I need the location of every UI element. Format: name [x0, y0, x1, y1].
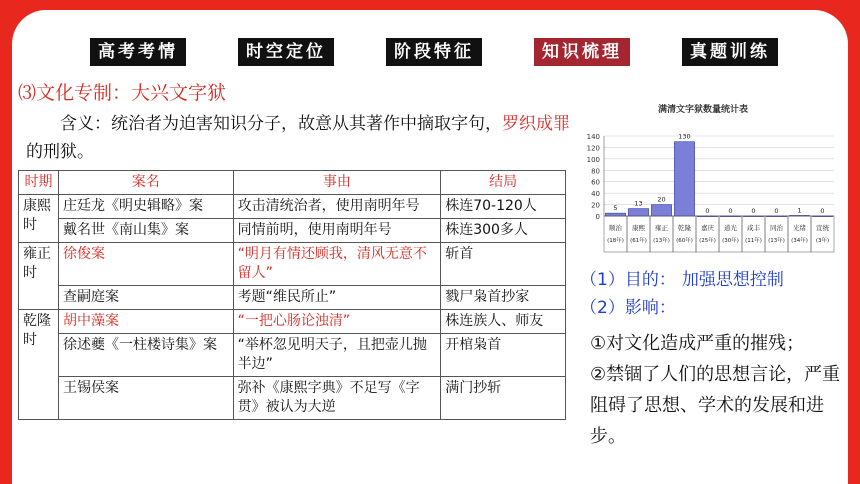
definition-suffix: 的刑狱。 [26, 142, 94, 162]
data-label: 5 [613, 204, 618, 213]
data-label: 0 [705, 207, 710, 215]
reason-cell: “一把心肠论浊清” [233, 310, 441, 334]
x-tick-sublabel: (3年) [815, 238, 830, 244]
x-tick-label: 顺治 [609, 224, 622, 232]
impact-item: ②禁锢了人们的思想言论，严重阻碍了思想、学术的发展和进步。 [590, 364, 841, 447]
x-tick-sublabel: (11年) [745, 238, 762, 244]
chart-title: 满清文字狱数量统计表 [657, 105, 749, 115]
category-cell [627, 216, 650, 252]
result-cell: 开棺枭首 [441, 334, 566, 377]
tab-exam-overview[interactable]: 高考考情 [90, 38, 186, 66]
x-tick-label: 宣统 [816, 224, 829, 232]
table-row [19, 243, 566, 286]
header-case: 案名 [58, 171, 233, 195]
impact-item: ①对文化造成严重的摧残； [590, 333, 805, 354]
category-cell [765, 216, 788, 252]
bar [605, 213, 625, 216]
header-result: 结局 [441, 171, 566, 195]
purpose-block [580, 266, 784, 322]
x-tick-label: 道光 [724, 224, 737, 232]
data-label: 13 [634, 199, 643, 208]
category-cell [604, 216, 627, 252]
impact-label: （2）影响： [580, 298, 676, 318]
reason-cell: 攻击清统治者，使用南明年号 [233, 195, 441, 219]
header-period: 时期 [19, 171, 59, 195]
data-label: 0 [774, 207, 779, 215]
category-cell [719, 216, 742, 252]
result-cell: 株连族人、师友 [441, 310, 566, 334]
tab-time-space[interactable]: 时空定位 [238, 38, 334, 66]
table-row [19, 334, 566, 377]
case-cell: 徐俊案 [58, 243, 233, 286]
impact-block [590, 328, 846, 452]
y-tick-label: 140 [586, 133, 600, 141]
case-cell: 戴名世《南山集》案 [58, 219, 233, 243]
table-header-row [19, 171, 566, 195]
category-cell [811, 216, 834, 252]
table-row [19, 219, 566, 243]
period-cell: 雍正时 [19, 243, 59, 310]
y-tick-label: 60 [591, 178, 600, 187]
bar [674, 142, 694, 216]
category-cell [673, 216, 696, 252]
purpose-text: 加强思想控制 [681, 270, 784, 290]
x-tick-sublabel: (13年) [768, 238, 785, 244]
slide [12, 10, 848, 484]
tab-exam-practice[interactable]: 真题训练 [682, 38, 778, 66]
x-tick-sublabel: (60年) [676, 238, 693, 244]
x-tick-sublabel: (30年) [722, 238, 739, 244]
definition-prefix: 含义：统治者为迫害知识分子，故意从其著作中摘取字句， [60, 114, 502, 134]
x-tick-sublabel: (34年) [791, 238, 808, 244]
period-cell: 乾隆时 [19, 310, 59, 420]
result-cell: 株连300多人 [441, 219, 566, 243]
purpose-label: （1）目的： [580, 270, 676, 290]
tab-knowledge[interactable]: 知识梳理 [534, 38, 630, 66]
section-number: ⑶ [18, 83, 36, 104]
literary-inquisition-chart [568, 90, 838, 260]
data-label: 1 [797, 206, 802, 215]
table-row [19, 377, 566, 420]
data-label: 130 [678, 132, 691, 141]
result-cell: 株连70-120人 [441, 195, 566, 219]
table-row [19, 195, 566, 219]
x-tick-label: 乾隆 [678, 224, 691, 232]
definition-highlight: 罗织成罪 [502, 114, 570, 134]
result-cell: 满门抄斩 [441, 377, 566, 420]
x-tick-label: 嘉庆 [701, 224, 714, 232]
y-tick-label: 40 [591, 190, 600, 199]
data-label: 20 [657, 195, 666, 204]
reason-cell: 弥补《康熙字典》不足写《字贯》被认为大逆 [233, 377, 441, 420]
y-tick-label: 20 [591, 201, 600, 210]
category-cell [696, 216, 719, 252]
reason-cell: “明月有情还顾我，清风无意不留人” [233, 243, 441, 286]
purpose-line [580, 266, 784, 294]
category-cell [788, 216, 811, 252]
data-label: 0 [820, 207, 825, 215]
category-cell [742, 216, 765, 252]
section-heading [18, 78, 226, 105]
bar [628, 209, 648, 216]
x-tick-label: 雍正 [655, 224, 668, 232]
result-cell: 戮尸枭首抄家 [441, 286, 566, 310]
bar [651, 205, 671, 216]
reason-cell: 考题“维民所止” [233, 286, 441, 310]
reason-cell: “举杯忽见明天子，且把壶儿抛半边” [233, 334, 441, 377]
x-tick-label: 同治 [770, 224, 783, 232]
case-cell: 庄廷龙《明史辑略》案 [58, 195, 233, 219]
data-label: 0 [728, 207, 733, 215]
x-tick-label: 咸丰 [747, 224, 760, 232]
table-row [19, 286, 566, 310]
section-title: 文化专制：大兴文字狱 [36, 82, 227, 104]
y-tick-label: 100 [586, 155, 600, 164]
period-cell: 康熙时 [19, 195, 59, 243]
y-tick-label: 80 [591, 167, 600, 176]
data-label: 0 [751, 207, 756, 215]
reason-cell: 同情前明，使用南明年号 [233, 219, 441, 243]
definition-text [26, 110, 576, 166]
case-cell: 徐述夔《一柱楼诗集》案 [58, 334, 233, 377]
x-tick-label: 康熙 [632, 224, 645, 232]
case-cell: 王锡侯案 [58, 377, 233, 420]
tab-stage-features[interactable]: 阶段特征 [386, 38, 482, 66]
cases-table [18, 170, 566, 420]
x-tick-sublabel: (25年) [699, 238, 716, 244]
x-tick-sublabel: (18年) [607, 238, 624, 244]
case-cell: 查嗣庭案 [58, 286, 233, 310]
x-tick-sublabel: (61年) [630, 238, 647, 244]
x-tick-label: 光绪 [793, 224, 806, 232]
case-cell: 胡中藻案 [58, 310, 233, 334]
y-tick-label: 0 [595, 213, 600, 221]
nav-tabs [90, 38, 782, 66]
x-tick-sublabel: (13年) [653, 238, 670, 244]
category-cell [650, 216, 673, 252]
y-tick-label: 120 [586, 144, 600, 153]
result-cell: 斩首 [441, 243, 566, 286]
header-reason: 事由 [233, 171, 441, 195]
table-row [19, 310, 566, 334]
